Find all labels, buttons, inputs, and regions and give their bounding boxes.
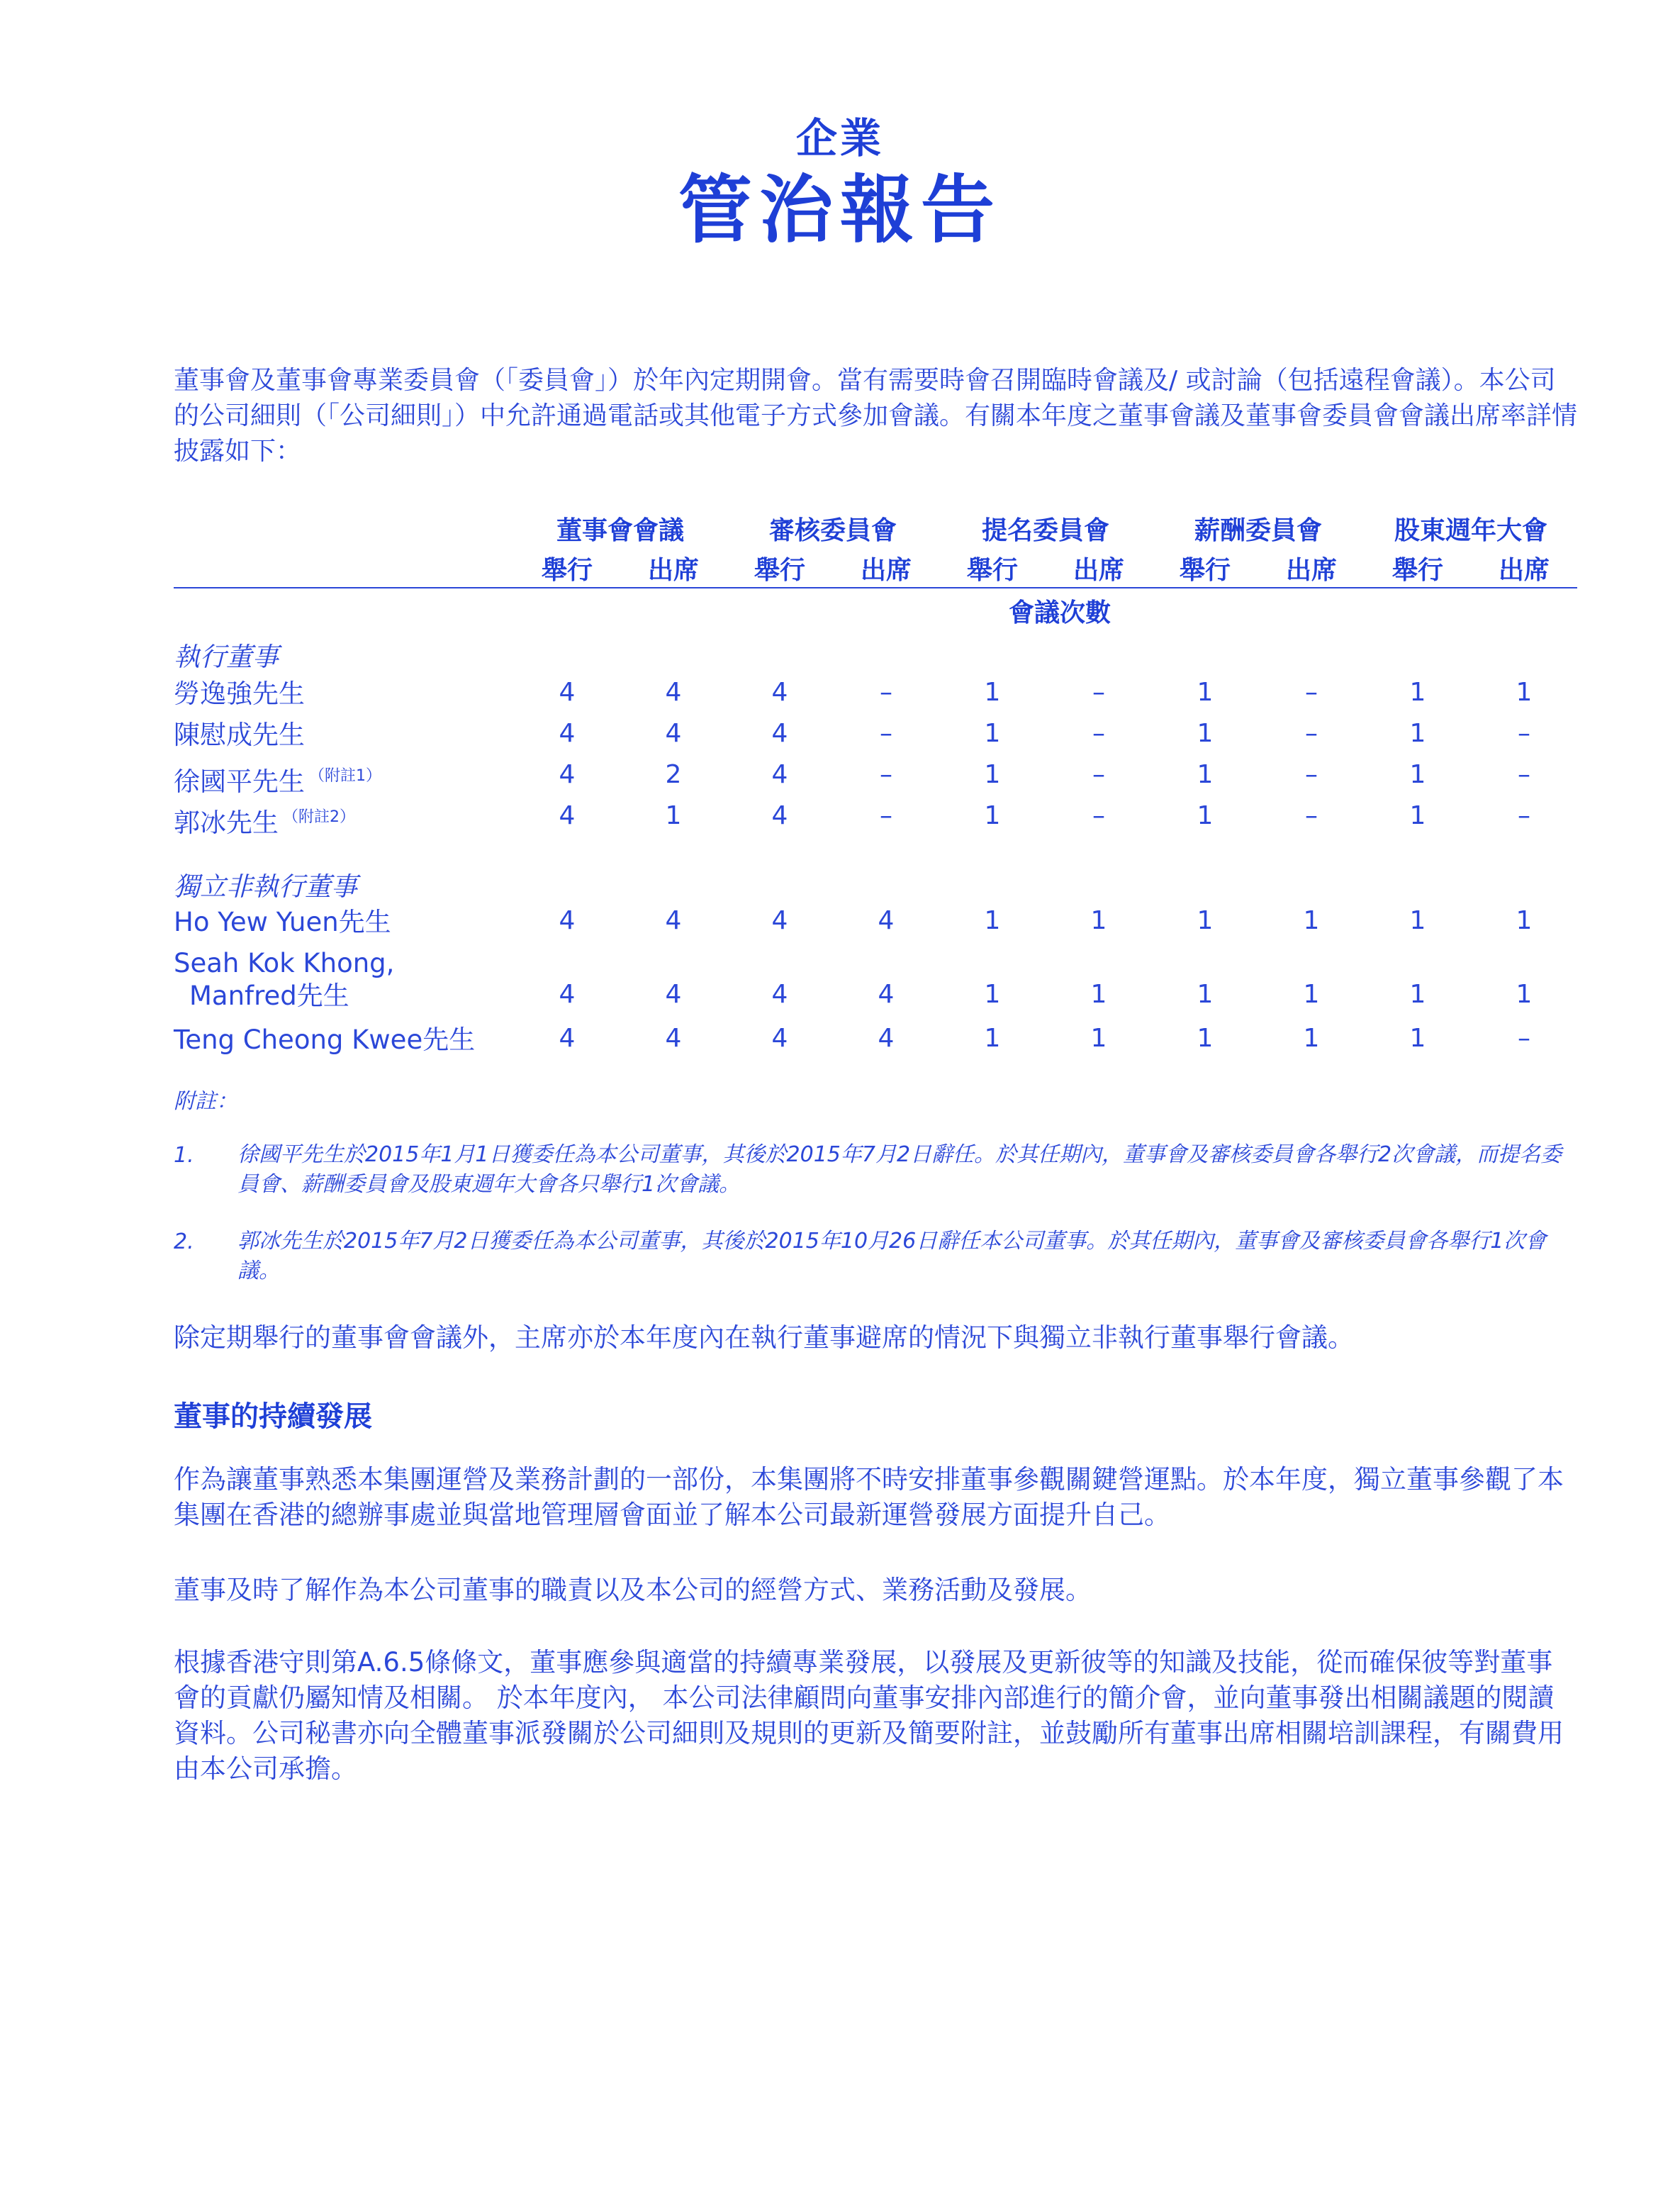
note-2-text: 郭冰先生於2015年7月2日獲委任為本公司董事，其後於2015年10月26日辭任本公司董事。於其任期內，董事會及審核委員會各舉行1次會議。 [237, 1229, 1547, 1283]
attendance-cell: 4 [878, 1024, 895, 1053]
paragraph-after-notes: 除定期舉行的董事會會議外，主席亦於本年度內在執行董事避席的情況下與獨立非執行董事舉行會議。 [174, 1322, 1354, 1353]
attendance-cell: 1 [1197, 1024, 1214, 1053]
attendance-cell: – [1518, 801, 1530, 830]
development-paragraph-3: 根據香港守則第A.6.5條條文，董事應參與適當的持續專業發展，以發展及更新彼等的知識及技能，從而確保彼等對董事會的貢獻仍屬知情及相關。 於本年度內， 本公司法律顧問向董事安排內部進行的簡介會，並向董事發出相關議題的閱讀資料。公司秘書亦向全體董事派發關於公司細則及規則的更新及簡要附註，並鼓勵所有董事出席相關培訓課程，有關費用由本公司承擔。 [174, 1647, 1564, 1784]
attendance-cell: 1 [1409, 906, 1426, 935]
column-subheader: 舉行 [754, 556, 805, 585]
director-note-ref: （附註2） [283, 808, 355, 826]
attendance-cell: 1 [1516, 906, 1533, 935]
attendance-cell: 4 [771, 678, 788, 707]
attendance-cell: 1 [1197, 760, 1214, 789]
attendance-cell: 4 [878, 980, 895, 1009]
column-group-header: 薪酬委員會 [1194, 516, 1322, 545]
attendance-cell: 1 [984, 678, 1001, 707]
attendance-cell: 4 [559, 980, 576, 1009]
note-1-text: 徐國平先生於2015年1月1日獲委任為本公司董事，其後於2015年7月2日辭任。於其任期內，董事會及審核委員會各舉行2次會議，而提名委員會、薪酬委員會及股東週年大會各只舉行1次會議。 [237, 1142, 1562, 1197]
column-group-header: 股東週年大會 [1394, 516, 1547, 545]
attendance-cell: 1 [1090, 980, 1107, 1009]
attendance-cell: 1 [1516, 678, 1533, 707]
attendance-cell: 1 [1197, 906, 1214, 935]
column-subheader: 舉行 [1179, 556, 1231, 585]
development-paragraph-2: 董事及時了解作為本公司董事的職責以及本公司的經營方式、業務活動及發展。 [174, 1575, 1092, 1605]
column-group-header: 審核委員會 [768, 516, 897, 545]
attendance-cell: 2 [665, 760, 682, 789]
director-name [174, 1024, 475, 1056]
attendance-cell: 1 [1303, 1024, 1320, 1053]
attendance-cell: 4 [559, 1024, 576, 1053]
attendance-cell: 4 [771, 801, 788, 830]
note-1-number: 1. [174, 1143, 194, 1168]
attendance-cell: – [1518, 1024, 1530, 1053]
attendance-cell: 1 [1409, 980, 1426, 1009]
attendance-cell: 1 [1409, 678, 1426, 707]
section-heading: 董事的持續發展 [174, 1400, 372, 1433]
attendance-cell: 1 [984, 719, 1001, 748]
attendance-cell: – [1305, 760, 1318, 789]
column-subheader: 舉行 [1391, 556, 1443, 585]
attendance-cell: 1 [984, 1024, 1001, 1053]
attendance-cell: 4 [559, 906, 576, 935]
attendance-cell: 1 [1197, 980, 1214, 1009]
attendance-cell: 1 [1303, 980, 1320, 1009]
attendance-cell: – [1305, 678, 1318, 707]
attendance-cell: – [1092, 801, 1105, 830]
attendance-cell: 1 [665, 801, 682, 830]
intro-paragraph: 董事會及董事會專業委員會（「委員會」）於年內定期開會。當有需要時會召開臨時會議及/ 或討論（包括遠程會議）。本公司的公司細則（「公司細則」）中允許通過電話或其他電子方式參加會議。有關本年度之董事會議及董事會委員會會議出席率詳情披露如下： [174, 366, 1578, 466]
director-name [174, 760, 381, 798]
attendance-cell: 1 [1090, 906, 1107, 935]
attendance-cell: – [1518, 719, 1530, 748]
attendance-cell: 4 [559, 801, 576, 830]
column-subheader: 舉行 [541, 556, 593, 585]
attendance-cell: – [1305, 719, 1318, 748]
column-subheader: 出席 [1498, 556, 1550, 585]
attendance-cell: 1 [1409, 719, 1426, 748]
attendance-cell: – [1092, 760, 1105, 789]
attendance-cell: – [880, 760, 892, 789]
column-subheader: 出席 [1073, 556, 1124, 585]
director-name-text: Seah Kok Khong, [174, 948, 395, 978]
title-small: 企業 [795, 114, 884, 162]
table-caption: 會議次數 [1008, 598, 1111, 627]
attendance-cell: 1 [1516, 980, 1533, 1009]
director-name-text: 陳慰成先生 [174, 720, 305, 750]
column-group-header: 提名委員會 [981, 516, 1109, 545]
attendance-cell: 4 [771, 980, 788, 1009]
attendance-cell: – [1092, 678, 1105, 707]
director-name [174, 906, 391, 939]
attendance-cell: 1 [1409, 760, 1426, 789]
attendance-cell: 4 [878, 906, 895, 935]
note-2-number: 2. [174, 1229, 194, 1254]
director-name-text: 徐國平先生 [174, 766, 305, 797]
attendance-cell: 4 [665, 1024, 682, 1053]
director-name [174, 947, 394, 1012]
attendance-cell: 4 [559, 678, 576, 707]
attendance-cell: 4 [771, 906, 788, 935]
notes-label: 附註： [174, 1089, 237, 1114]
attendance-cell: 1 [1409, 801, 1426, 830]
column-subheader: 出席 [860, 556, 912, 585]
attendance-cell: 1 [1409, 1024, 1426, 1053]
exec-directors-title: 執行董事 [174, 642, 279, 672]
attendance-cell: – [1092, 719, 1105, 748]
director-name-text: 勞逸強先生 [174, 679, 305, 709]
page-title: 管治報告 [678, 167, 1002, 253]
attendance-cell: 4 [771, 719, 788, 748]
column-subheader: 出席 [647, 556, 699, 585]
attendance-cell: 1 [1303, 906, 1320, 935]
attendance-cell: – [1518, 760, 1530, 789]
director-name-text: Ho Yew Yuen先生 [174, 907, 391, 937]
director-name-text: 郭冰先生 [174, 808, 279, 838]
attendance-cell: 1 [984, 980, 1001, 1009]
attendance-cell: 4 [771, 1024, 788, 1053]
attendance-cell: 1 [984, 801, 1001, 830]
column-subheader: 舉行 [966, 556, 1018, 585]
director-name [174, 801, 355, 839]
director-name [174, 678, 305, 710]
attendance-cell: 4 [665, 980, 682, 1009]
director-note-ref: （附註1） [309, 767, 381, 785]
attendance-cell: 4 [559, 760, 576, 789]
attendance-cell: 1 [984, 760, 1001, 789]
director-name-text: Teng Cheong Kwee先生 [174, 1025, 476, 1055]
attendance-cell: – [880, 719, 892, 748]
attendance-cell: – [880, 678, 892, 707]
attendance-cell: 4 [665, 906, 682, 935]
attendance-cell: 4 [665, 719, 682, 748]
attendance-cell: 1 [1090, 1024, 1107, 1053]
attendance-cell: 1 [984, 906, 1001, 935]
attendance-cell: 1 [1197, 719, 1214, 748]
attendance-cell: 1 [1197, 801, 1214, 830]
attendance-cell: 1 [1197, 678, 1214, 707]
development-paragraph-1: 作為讓董事熟悉本集團運營及業務計劃的一部份，本集團將不時安排董事參觀關鍵營運點。於本年度，獨立董事參觀了本集團在香港的總辦事處並與當地管理層會面並了解本公司最新運營發展方面提升自己。 [174, 1464, 1564, 1530]
attendance-cell: 4 [665, 678, 682, 707]
column-group-header: 董事會會議 [556, 516, 684, 545]
director-name-line2: Manfred先生 [189, 981, 349, 1011]
column-subheader: 出席 [1285, 556, 1337, 585]
table-header-rule [174, 587, 1577, 588]
attendance-cell: 4 [771, 760, 788, 789]
attendance-cell: 4 [559, 719, 576, 748]
director-name [174, 719, 305, 752]
attendance-cell: – [1305, 801, 1318, 830]
attendance-cell: – [880, 801, 892, 830]
ined-directors-title: 獨立非執行董事 [174, 871, 357, 902]
